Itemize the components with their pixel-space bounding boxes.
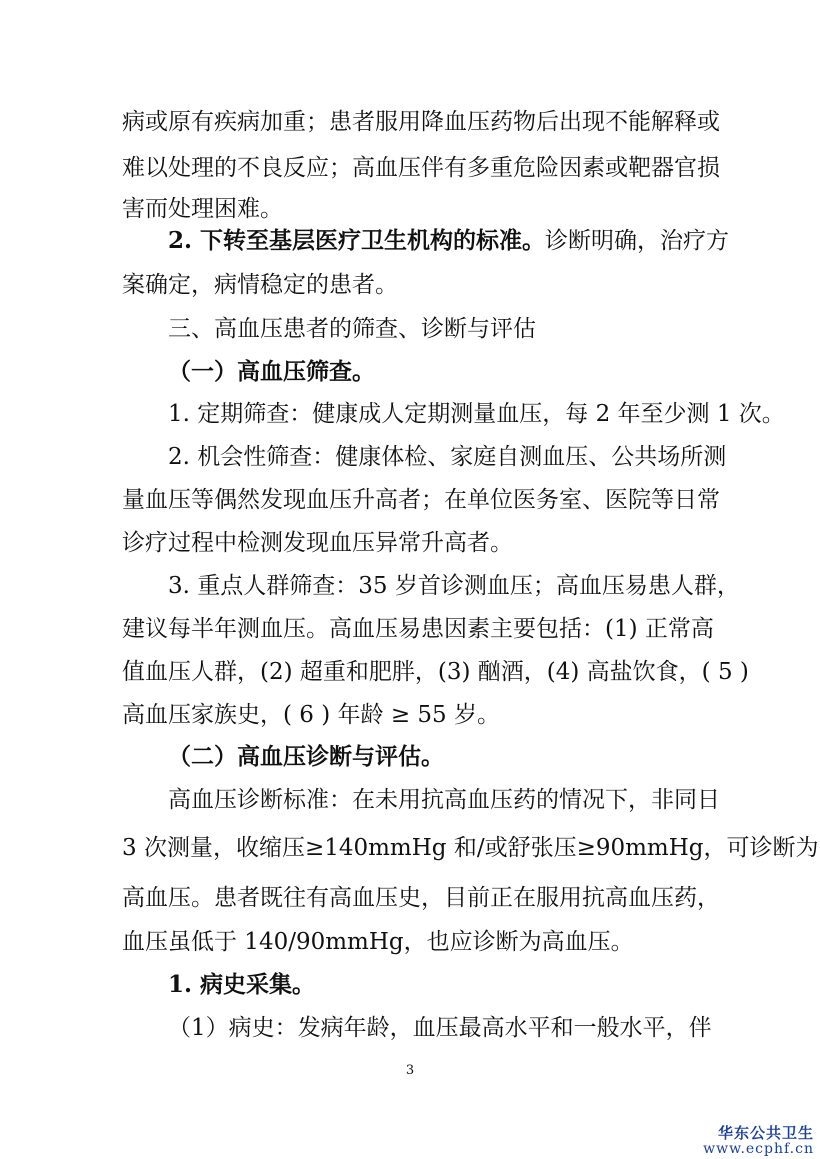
paragraph-line: 建议每半年测血压。高血压易患因素主要包括：(1) 正常高 xyxy=(122,616,714,642)
paragraph-line: 害而处理困难。 xyxy=(122,196,283,222)
subsection-heading: （二）高血压诊断与评估。 xyxy=(168,743,444,770)
paragraph-line: 1. 定期筛查：健康成人定期测量血压，每 2 年至少测 1 次。 xyxy=(168,401,785,427)
paragraph-line: 案确定，病情稳定的患者。 xyxy=(122,272,398,298)
paragraph-line: 2. 机会性筛查：健康体检、家庭自测血压、公共场所测 xyxy=(168,444,727,470)
paragraph-line: （1）病史：发病年龄，血压最高水平和一般水平，伴 xyxy=(168,1015,712,1041)
section-heading: 三、高血压患者的筛查、诊断与评估 xyxy=(168,316,536,342)
paragraph-line: 3. 重点人群筛查：35 岁首诊测血压；高血压易患人群， xyxy=(168,573,740,599)
paragraph-line: 难以处理的不良反应；高血压伴有多重危险因素或靶器官损 xyxy=(122,155,720,181)
paragraph-line: 高血压家族史，( 6 ) 年龄 ≥ 55 岁。 xyxy=(122,702,500,728)
paragraph-line: 值血压人群，(2) 超重和肥胖，(3) 酗酒，(4) 高盐饮食，( 5 ) xyxy=(122,659,749,685)
paragraph-line: 量血压等偶然发现血压升高者；在单位医务室、医院等日常 xyxy=(122,487,720,513)
watermark-url[interactable]: www.ecphf.cn xyxy=(703,1141,814,1157)
subsection-heading: 1. 病史采集。 xyxy=(168,971,316,998)
paragraph-line: 诊疗过程中检测发现血压异常升高者。 xyxy=(122,530,513,556)
bold-lead: 2. 下转至基层医疗卫生机构的标准。 xyxy=(168,227,546,254)
paragraph-line: 3 次测量，收缩压≥140mmHg 和/或舒张压≥90mmHg，可诊断为 xyxy=(122,835,819,861)
paragraph-line xyxy=(168,226,730,256)
line-rest: 诊断明确，治疗方 xyxy=(545,228,730,254)
paragraph-line: 高血压诊断标准：在未用抗高血压药的情况下，非同日 xyxy=(168,787,720,813)
paragraph-line: 病或原有疾病加重；患者服用降血压药物后出现不能解释或 xyxy=(122,109,720,135)
paragraph-line: 血压虽低于 140/90mmHg，也应诊断为高血压。 xyxy=(122,929,634,955)
paragraph-line: 高血压。患者既往有高血压史，目前正在服用抗高血压药， xyxy=(122,885,720,911)
watermark-name: 华东公共卫生 xyxy=(717,1124,814,1142)
subsection-heading: （一）高血压筛查。 xyxy=(168,358,375,385)
page-number: 3 xyxy=(405,1063,415,1078)
